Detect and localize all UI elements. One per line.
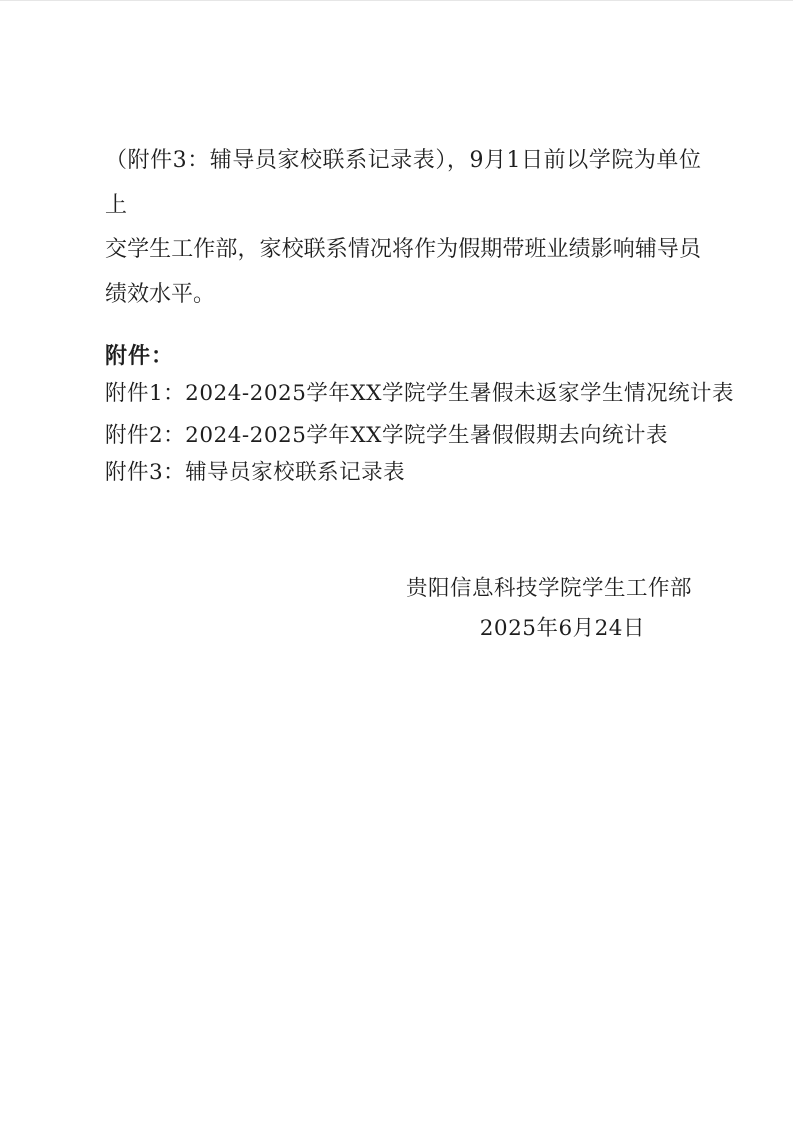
body-paragraph-line-3: 绩效水平。 bbox=[105, 281, 216, 307]
signature-organization: 贵阳信息科技学院学生工作部 bbox=[405, 576, 692, 601]
attachment-item-1: 附件1：2024-2025学年XX学院学生暑假未返家学生情况统计表 bbox=[105, 381, 734, 406]
attachment-item-3: 附件3：辅导员家校联系记录表 bbox=[105, 460, 406, 485]
body-paragraph-line-2: 交学生工作部，家校联系情况将作为假期带班业绩影响辅导员 bbox=[105, 237, 701, 262]
signature-date: 2025年6月24日 bbox=[479, 616, 645, 641]
attachments-heading: 附件： bbox=[105, 343, 175, 369]
body-paragraph-line-1: （附件3：辅导员家校联系记录表），9月1日前以学院为单位上 bbox=[105, 148, 701, 218]
body-paragraph bbox=[105, 139, 701, 317]
attachment-item-2: 附件2：2024-2025学年XX学院学生暑假假期去向统计表 bbox=[105, 423, 668, 448]
